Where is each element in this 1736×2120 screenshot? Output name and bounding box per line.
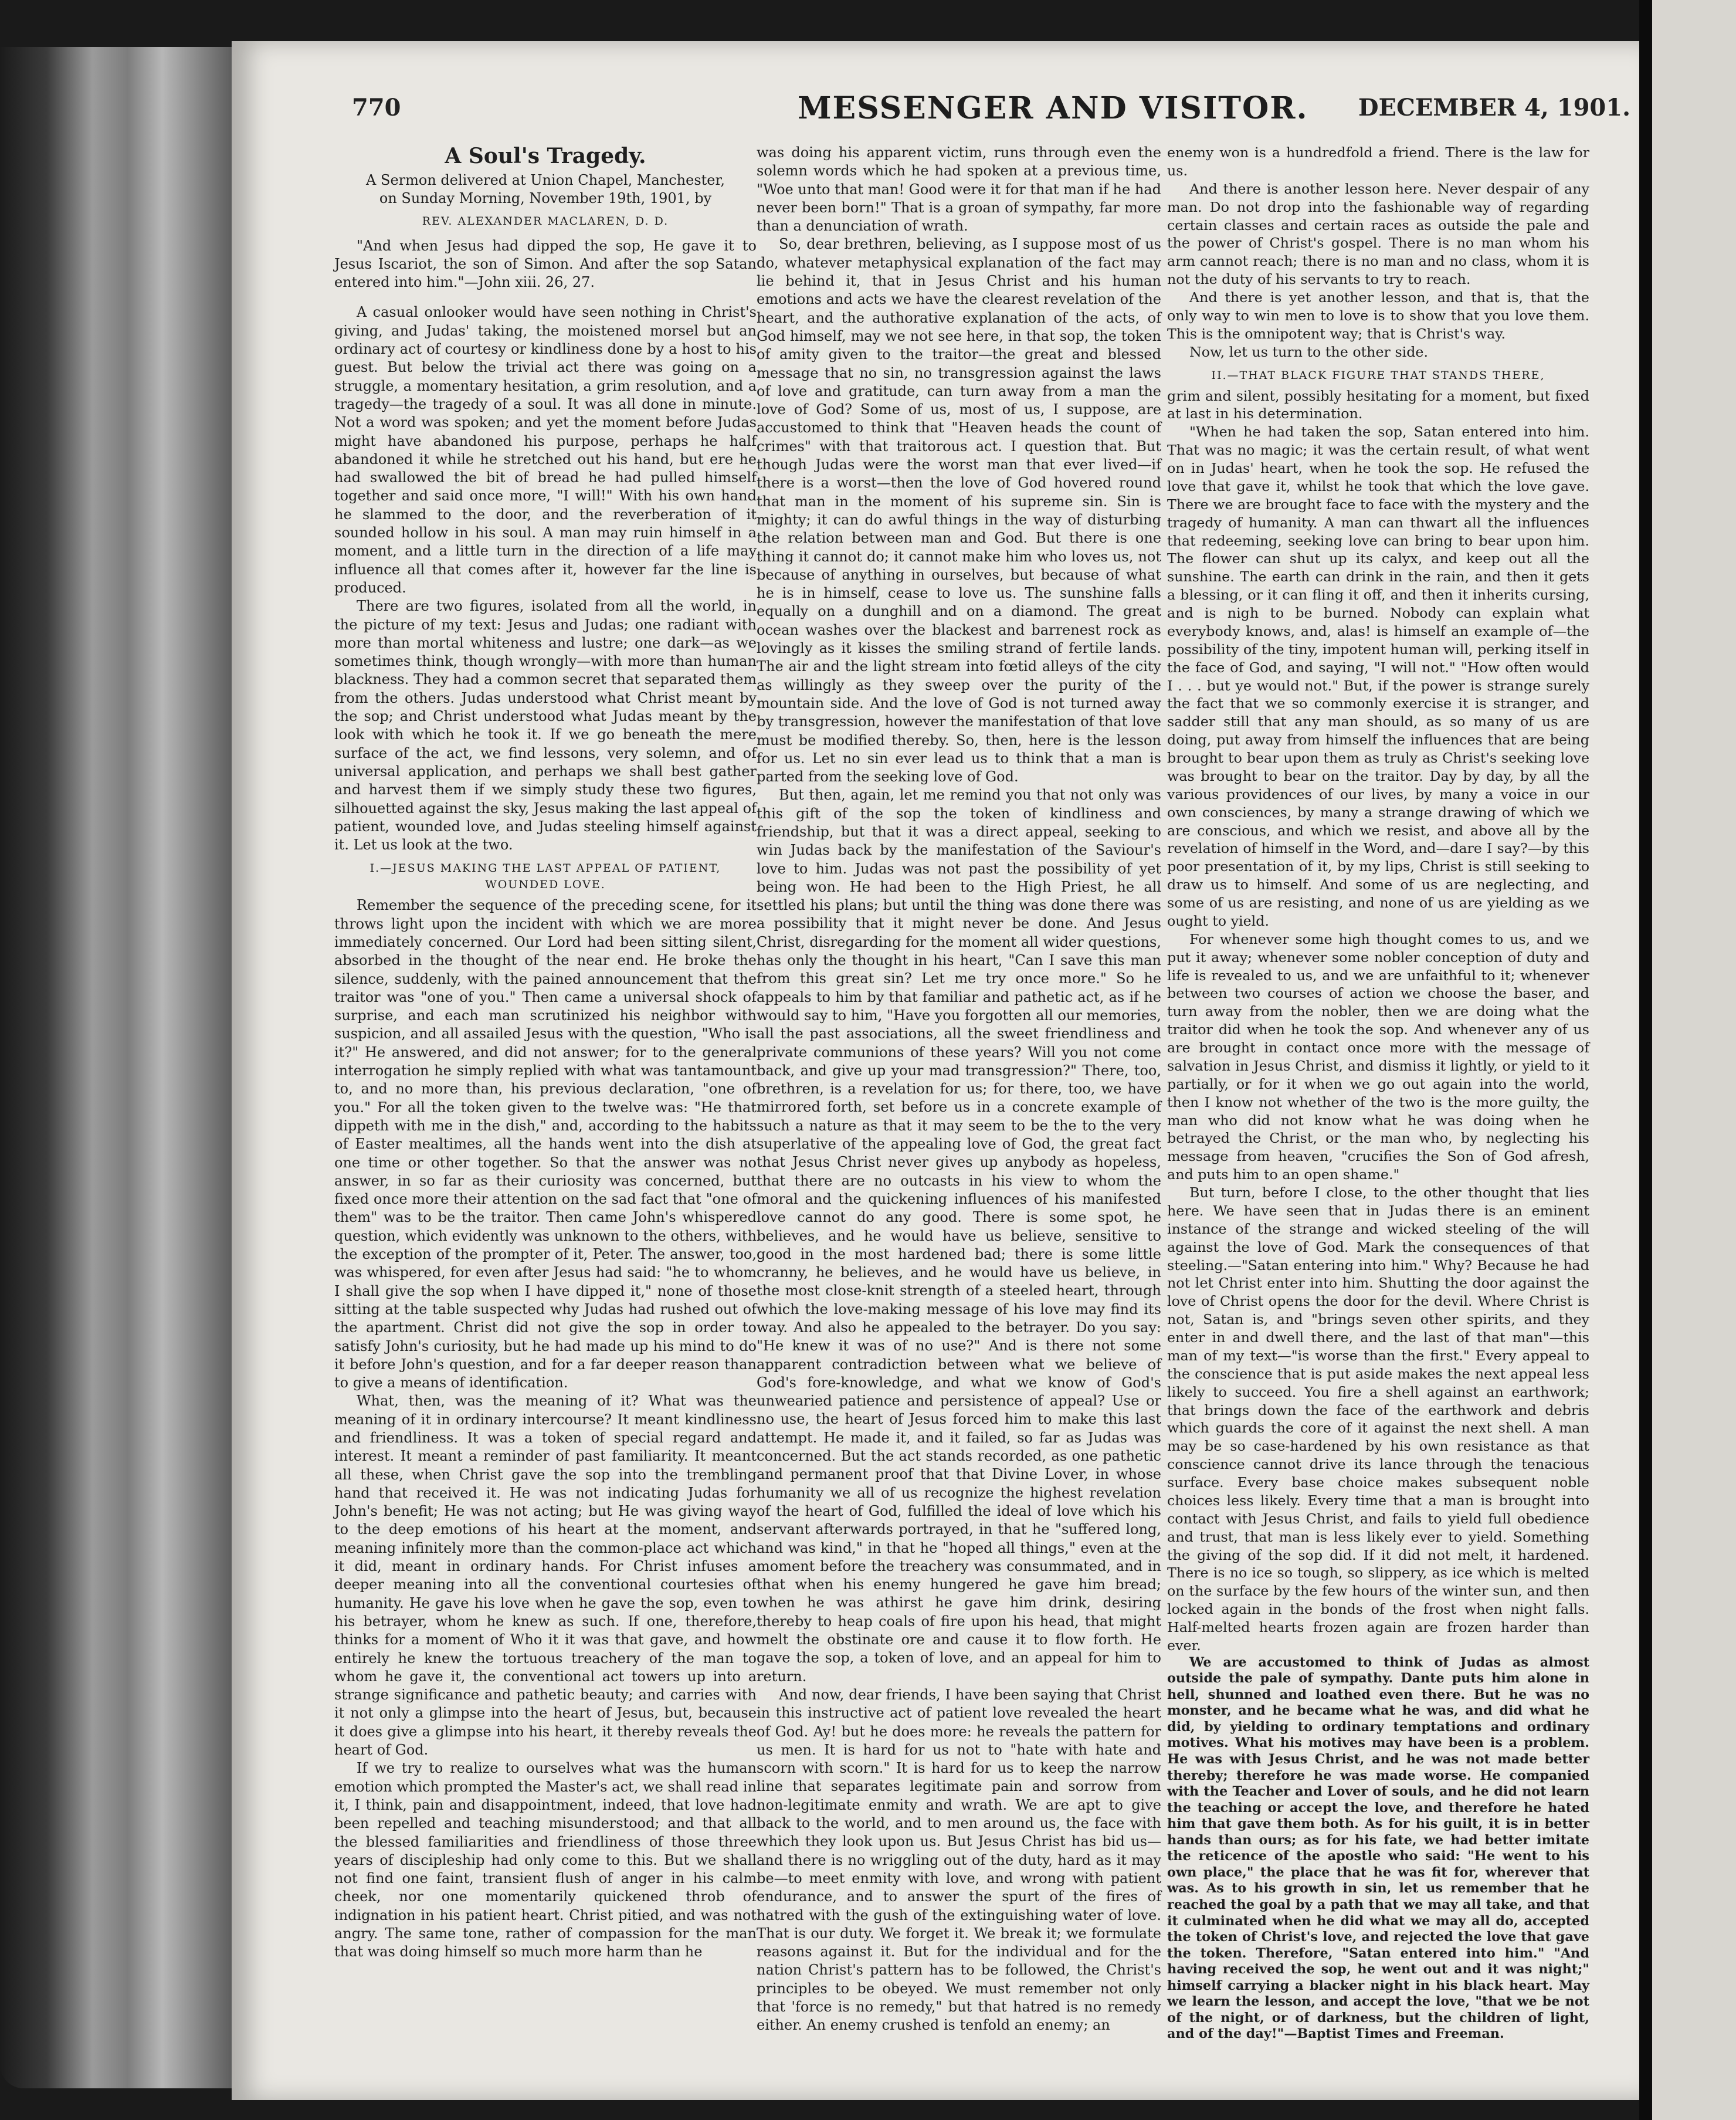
column-2	[757, 144, 1161, 2035]
page-number: 770	[352, 94, 401, 121]
newspaper-title: MESSENGER AND VISITOR.	[798, 90, 1308, 126]
paragraph: Remember the sequence of the preceding scene, for it throws light upon the incident with which we are more immediately concerned. Our Lord had been sitting silent, absorbed in the thought of the near end. He broke the silence, suddenly, with the pained announcement that the traitor was "one of you." Then came a universal shock of surprise, and each man scrutinized his neighbor with suspicion, and all assailed Jesus with the question, "Who is it?" He answered, and did not answer; for to the general interrogation he simply replied with what was tantamount to, and no more than, his previous declaration, "one of you." For all the token given to the twelve was: "He that dippeth with me in the dish," and, according to the habits of Easter mealtimes, all the hands went into the dish at one time or other together. So that the answer was no answer, in so far as their curiosity was concerned, but fixed once more their attention on the sad fact that "one of them" was to be the traitor. Then came John's whispered question, which evidently was unknown to the others, with the exception of the prompter of it, Peter. The answer, too, was whispered, for even after Jesus had said: "he to whom I shall give the sop when I have dipped it," none of those sitting at the table suspected why Judas had rushed out of the apartment. Christ did not give the sop in order to satisfy John's curiosity, but he had made up his mind to do it before John's question, and for a far deeper reason than to give a means of identification.	[334, 897, 757, 1391]
masthead	[352, 90, 1630, 135]
paragraph: There are two figures, isolated from all the world, in the picture of my text: Jesus and Judas; one radiant with more than mortal whiteness and lustre; one dark—as we sometimes think, though wrongly—with more than human blackness. They had a common secret that separated them from the others. Judas understood what Christ meant by the sop; and Christ understood what Judas meant by the look with which he took it. If we go beneath the mere surface of the act, we find lessons, very solemn, and of universal application, and perhaps we shall best gather and harvest them if we simply study these two figures, silhouetted against the sky, Jesus making the last appeal of patient, wounded love, and Judas steeling himself against it. Let us look at the two.	[334, 598, 757, 854]
paragraph: And there is yet another lesson, and that is, that the only way to win men to love is to show that you love them. This is the omnipotent way; that is Christ's way.	[1167, 289, 1589, 342]
paragraph: "When he had taken the sop, Satan entered into him. That was no magic; it was the certain result, of what went on in Judas' heart, when he took the sop. He refused the love that gave it, whilst he took that which the love gave. There we are brought face to face with the mystery and the tragedy of humanity. A man can thwart all the influences that redeeming, seeking love can bring to bear upon him. The flower can shut up its calyx, and keep out all the sunshine. The earth can drink in the rain, and then it gets a blessing, or it can fling it off, and then it inherits cursing, and is nigh to be burned. Nobody can explain what everybody knows, and, alas! is himself an example of—the possibility of the tiny, impotent human will, perking itself in the face of God, and saying, "I will not." "How often would I . . . but ye would not." But, if the power is strange surely the fact that we so commonly exercise it is stranger, and sadder still that any man should, as so many of us are doing, put away from himself the influences that are being brought to bear upon them as truly as Christ's seeking love was brought to bear on the traitor. Day by day, by all the various providences of our lives, by many a voice in our own consciences, by many a strange drawing of which we are conscious, and which we resist, and above all by the revelation of himself in the Word, and—dare I say?—by this poor presentation of it, by my lips, Christ is still seeking to draw us to himself. And some of us are neglecting, and some of us are resisting, and none of us are yielding as we ought to yield.	[1167, 424, 1589, 929]
column-3	[1167, 144, 1589, 2043]
section-heading-2: II.—THAT BLACK FIGURE THAT STANDS THERE,	[1211, 368, 1545, 382]
paragraph: And now, dear friends, I have been saying that Christ in this instructive act of patient love revealed the heart of God. Ay! but he does more: he reveals the pattern for us men. It is hard for us not to "hate with hate and scorn with scorn." It is hard for us to keep the narrow line that separates legitimate pain and sorrow from non-legitimate enmity and wrath. We are apt to give back to the world, and to men around us, the face with which they look upon us. But Jesus Christ has bid us—and there is no wriggling out of the duty, hard as it may be—to meet enmity with love, and wrong with patient endurance, and to answer the spurt of the fires of hatred with the gush of the extinguishing water of love. That is our duty. We forget it. We break it; we formulate reasons against it. But for the individual and for the nation Christ's pattern has to be followed, the Christ's principles to be obeyed. We must remember not only that 'force is no remedy," but that hatred is no remedy either. An enemy crushed is tenfold an enemy; an	[757, 1686, 1161, 2034]
paragraph: A casual onlooker would have seen nothing in Christ's giving, and Judas' taking, the moistened morsel but an ordinary act of courtesy or kindliness done by a host to his guest. But below the trivial act there was going on a struggle, a momentary hesitation, a grim resolution, and a tragedy—the tragedy of a soul. It was all done in minute. Not a word was spoken; and yet the moment before Judas might have abandoned his purpose, perhaps he half abandoned it while he stretched out his hand, but ere he had swallowed the bit of bread he had pulled himself together and said once more, "I will!" With his own hand he slammed to the door, and the reverberation of it sounded hollow in his soul. A man may ruin himself in a moment, and a little turn in the direction of a life may influence all that comes after it, however far the line is produced.	[334, 304, 757, 596]
paragraph: What, then, was the meaning of it? What was the meaning of it in ordinary intercourse? It meant kindliness and friendliness. It was a token of special regard and interest. It meant a reminder of past familiarity. It meant all these, when Christ gave the sop into the trembling hand that received it. He was not indicating Judas for John's benefit; He was not acting; but He was giving way to the deep emotions of his heart at the moment, and meaning infinitely more than the common-place act which it did, meant in ordinary hands. For Christ infuses a deeper meaning into all the conventional courtesies of humanity. He gave his love when he gave the sop, even to his betrayer, whom he knew as such. If one, therefore, thinks for a moment of Who it it was that gave, and how entirely he knew the tortuous treachery of the man to whom he gave it, the conventional act towers up into a strange significance and pathetic beauty; and carries with it not only a glimpse into the heart of Jesus, but, because it does give a glimpse into his heart, it thereby reveals the heart of God.	[334, 1393, 757, 1759]
book-page-edges	[0, 47, 232, 2088]
section-heading-1: I.—JESUS MAKING THE LAST APPEAL OF PATIENT, WOUNDED LOVE.	[369, 862, 721, 892]
paragraph: We are accustomed to think of Judas as almost outside the pale of sympathy. Dante puts him alone in hell, shunned and loathed even there. But he was no monster, and he became what he was, and did what he did, by yielding to ordinary temptations and ordinary motives. What his motives may have been is a problem. He was with Jesus Christ, and he was not made better thereby; therefore he was made worse. He companied with the Teacher and Lover of souls, and he did not learn the teaching or accept the love, and therefore he hated him that gave them both. As for his guilt, it is in better hands than ours; as for his fate, we had better imitate the reticence of the apostle who said: "He went to his own place," the place that he was fit for, wherever that was. As to his growth in sin, let us remember that he reached the goal by a path that we may all take, and that it culminated when he did what we may all do, accepted the token of Christ's love, and rejected the love that gave the token. Therefore, "Satan entered into him." "And having received the sop, he went out and it was night;" himself carrying a blacker night in his black heart. May we learn the lesson, and accept the love, "that we be not of the night, or of darkness, but the children of light, and of the day!"—Baptist Times and Freeman.	[1167, 1654, 1589, 2042]
column-1	[334, 144, 757, 1962]
article-byline: A Sermon delivered at Union Chapel, Manchester, on Sunday Morning, November 19th, 1901, by	[366, 172, 725, 207]
book-gutter	[1639, 0, 1652, 2120]
epigraph: "And when Jesus had dipped the sop, He gave it to Jesus Iscariot, the son of Simon. And after the sop Satan entered into him."—John xiii. 26, 27.	[334, 237, 757, 291]
paragraph: was doing his apparent victim, runs through even the solemn words which he had spoken at a previous time, "Woe unto that man! Good were it for that man if he had never been born!" That is a groan of sympathy, far more than a denunciation of wrath.	[757, 144, 1161, 235]
paragraph: For whenever some high thought comes to us, and we put it away; whenever some nobler conception of duty and life is revealed to us, and we are unfaithful to it; whenever between two courses of action we choose the baser, and turn away from the nobler, then we are doing what the traitor did when he took the sop. And whenever any of us are brought in contact once more with the message of salvation in Jesus Christ, and dismiss it lightly, or yield to it partially, or for it when we go out again into the world, then I know not whether of the two is the more guilty, the man who did not know what he was doing when he betrayed the Christ, or the man who, by neglecting his message from heaven, "crucifies the Son of God afresh, and puts him to an open shame."	[1167, 930, 1589, 1183]
paragraph: But turn, before I close, to the other thought that lies here. We have seen that in Judas there is an eminent instance of the strange and wicked steeling of the will against the love of God. Mark the consequences of that steeling.—"Satan entering into him." Why? Because he had not let Christ enter into him. Shutting the door against the love of Christ opens the door for the devil. Where Christ is not, Satan is, and "brings seven other spirits, and they enter in and dwell there, and the last of that man"—this man of my text—"is worse than the first." Every appeal to the conscience that is put aside makes the next appeal less likely to succeed. You fire a shell against an earthwork; that brings down the face of the earthwork and debris which guards the core of it against the next shell. A man may be so case-hardened by his own resistance as that conscience cannot drive its lance through the tenacious surface. Every base choice makes subsequent noble choices less likely. Every time that a man is brought into contact with Jesus Christ, and fails to yield full obedience and trust, that man is less likely ever to yield. Something the giving of the sop did. If it did not melt, it hardened. There is no ice so tough, so slippery, as ice which is melted on the surface by the few hours of the winter sun, and then locked again in the bonds of the frost when night falls. Half-melted hearts frozen again are frozen harder than ever.	[1167, 1184, 1589, 1654]
issue-date: DECEMBER 4, 1901.	[1358, 94, 1630, 121]
article-title: A Soul's Tragedy.	[445, 144, 646, 168]
paragraph: So, dear brethren, believing, as I suppose most of us do, whatever metaphysical explanation of the fact may lie behind it, that in Jesus Christ and his human emotions and acts we have the clearest revelation of the heart, and the authorative explanation of the acts, of God himself, may we not see here, in that sop, the token of amity given to the traitor—the great and blessed message that no sin, no transgression against the laws of love and gratitude, can turn away from a man the love of God? Some of us, most of us, I suppose, are accustomed to think that "Heaven heads the count of crimes" with that traitorous act. I question that. But though Judas were the worst man that ever lived—if there is a worst—then the love of God hovered round that man in the moment of his supreme sin. Sin is mighty; it can do awful things in the way of disturbing the relation between man and God. But there is one thing it cannot do; it cannot make him who loves us, not because of anything in ourselves, but because of what he is in himself, cease to love us. The sunshine falls equally on a dunghill and on a diamond. The great ocean washes over the blackest and barrenest rock as lovingly as it kisses the smiling strand of fertile lands. The air and the light stream into fœtid alleys of the city as willingly as they sweep over the purity of the mountain side. And the love of God is not turned away by transgression, however the manifestation of that love must be modified thereby. So, then, here is the lesson for us. Let no sin ever lead us to think that a man is parted from the seeking love of God.	[757, 236, 1161, 785]
paragraph: grim and silent, possibly hesitating for a moment, but fixed at last in his determination.	[1167, 387, 1589, 422]
paragraph: enemy won is a hundredfold a friend. There is the law for us.	[1167, 144, 1589, 179]
paragraph: But then, again, let me remind you that not only was this gift of the sop the token of kindliness and friendship, but that it was a direct appeal, seeking to win Judas back by the manifestation of the Saviour's love to him. Judas was not past the possibility of yet being won. He had been to the High Priest, he all settled his plans; but until the thing was done there was a possibility that it might never be done. And Jesus Christ, disregarding for the moment all wider questions, has only the thought in his heart, "Can I save this man from this great sin? Let me try once more." So he appeals to him by that familiar and pathetic act, as if he would say to him, "Have you forgotten all our memories, all the past associations, all the sweet friendliness and private communions of these years? Will you not come back, and give up your mad transgression?" There, too, brethren, is a revelation for us; for there, too, we have mirrored forth, set before us in a concrete example of such a nature as that it may seem to be the to the very superlative of the appealing love of God, the great fact that Jesus Christ never gives up anybody as hopeless, that there are no outcasts in his view to whom the moral and the quickening influences of his manifested love cannot do any good. There is some spot, he believes, and he would have us believe, sensitive to good in the most hardened bad; there is some little cranny, he believes, and he would have us believe, in the most close-knit strength of a steeled heart, through which the love-making message of his love may find its way. And also he appealed to the betrayer. Do you say: "He knew it was of no use?" And is there not some apparent contradiction between what we believe of God's fore-knowledge, and what we know of God's unwearied patience and persistence of appeal? Use or no use, the heart of Jesus forced him to make this last attempt. He made it, and it failed, so far as Judas was concerned. But the act stands recorded, as one pathetic and permanent proof that that Divine Lover, in whose humanity we all of us recognize the highest revelation of the heart of God, fulfilled the ideal of love which his servant afterwards portrayed, in that he "suffered long, and was kind," in that he "hoped all things," even at the moment before the treachery was consummated, and in that when his enemy hungered he gave him bread; when he was athirst he gave him drink, desiring thereby to heap coals of fire upon his head, that might melt the obstinate ore and cause it to flow forth. He gave the sop, a token of love, and an appeal for him to return.	[757, 787, 1161, 1685]
paragraph: If we try to realize to ourselves what was the human emotion which prompted the Master's act, we shall read in it, I think, pain and disappointment, indeed, that love had been repelled and teaching misunderstood; and that all the blessed familiarities and friendliness of those three years of discipleship had only come to this. But we shall not find one faint, transient flush of anger in his calm cheek, nor one momentarily quickened throb of indignation in his patient heart. Christ pitied, and was not angry. The same tone, rather of compassion for the man that was doing himself so much more harm than he	[334, 1760, 757, 1960]
article-author: REV. ALEXANDER MACLAREN, D. D.	[422, 215, 669, 228]
adjacent-page-edge	[1652, 0, 1736, 2120]
paragraph: Now, let us turn to the other side.	[1189, 343, 1429, 360]
paragraph: And there is another lesson here. Never despair of any man. Do not drop into the fashionable way of regarding certain classes and certain races as outside the pale and the power of Christ's gospel. There is no man whom his arm cannot reach; there is no man and no class, whom it is not the duty of his servants to try to reach.	[1167, 180, 1589, 288]
